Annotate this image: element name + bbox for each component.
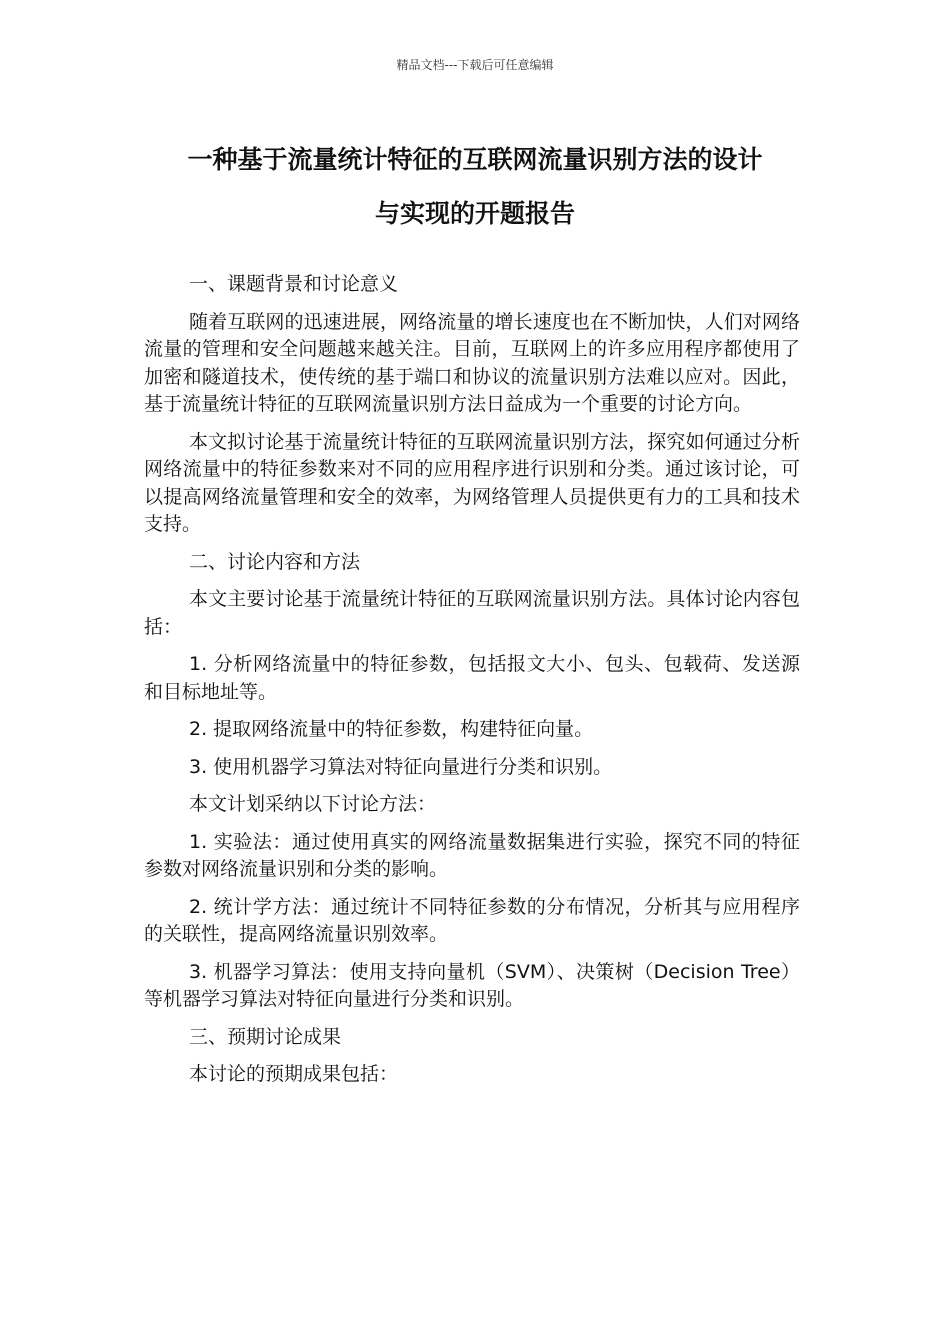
list-item-method-2: 2. 统计学方法：通过统计不同特征参数的分布情况，分析其与应用程序的关联性，提高网络流量识别效率。 — [144, 895, 800, 945]
list-item-content-1: 1. 分析网络流量中的特征参数，包括报文大小、包头、包载荷、发送源和目标地址等。 — [144, 653, 800, 703]
title-line-2: 与实现的开题报告 — [374, 199, 575, 228]
paragraph-content-intro: 本文主要讨论基于流量统计特征的互联网流量识别方法。具体讨论内容包括： — [144, 588, 800, 638]
paragraph-expected-results-intro: 本讨论的预期成果包括： — [189, 1063, 399, 1085]
document-body — [144, 271, 800, 1099]
section-heading-content-method: 二、讨论内容和方法 — [189, 550, 361, 573]
document-title — [130, 133, 820, 241]
list-item-content-2: 2. 提取网络流量中的特征参数，构建特征向量。 — [189, 718, 594, 740]
section-heading-background: 一、课题背景和讨论意义 — [189, 273, 399, 295]
paragraph-method-intro: 本文计划采纳以下讨论方法： — [189, 793, 437, 815]
title-line-1: 一种基于流量统计特征的互联网流量识别方法的设计 — [187, 145, 763, 174]
paragraph-purpose: 本文拟讨论基于流量统计特征的互联网流量识别方法，探究如何通过分析网络流量中的特征参数来对不同的应用程序进行识别和分类。通过该讨论，可以提高网络流量管理和安全的效率，为网络管理人员提供更有力的工具和技术支持。 — [144, 430, 800, 535]
list-item-method-3: 3. 机器学习算法：使用支持向量机（SVM）、决策树（Decision Tree）等机器学习算法对特征向量进行分类和识别。 — [144, 960, 800, 1010]
section-heading-expected-results: 三、预期讨论成果 — [189, 1025, 342, 1048]
list-item-method-1: 1. 实验法：通过使用真实的网络流量数据集进行实验，探究不同的特征参数对网络流量识别和分类的影响。 — [144, 830, 800, 880]
list-item-content-3: 3. 使用机器学习算法对特征向量进行分类和识别。 — [189, 755, 613, 778]
paragraph-background: 随着互联网的迅速进展，网络流量的增长速度也在不断加快，人们对网络流量的管理和安全问题越来越关注。目前，互联网上的许多应用程序都使用了加密和隧道技术，使传统的基于端口和协议的流量识别方法难以应对。因此，基于流量统计特征的互联网流量识别方法日益成为一个重要的讨论方向。 — [144, 310, 800, 415]
page-header: 精品文档---下载后可任意编辑 — [396, 58, 554, 72]
